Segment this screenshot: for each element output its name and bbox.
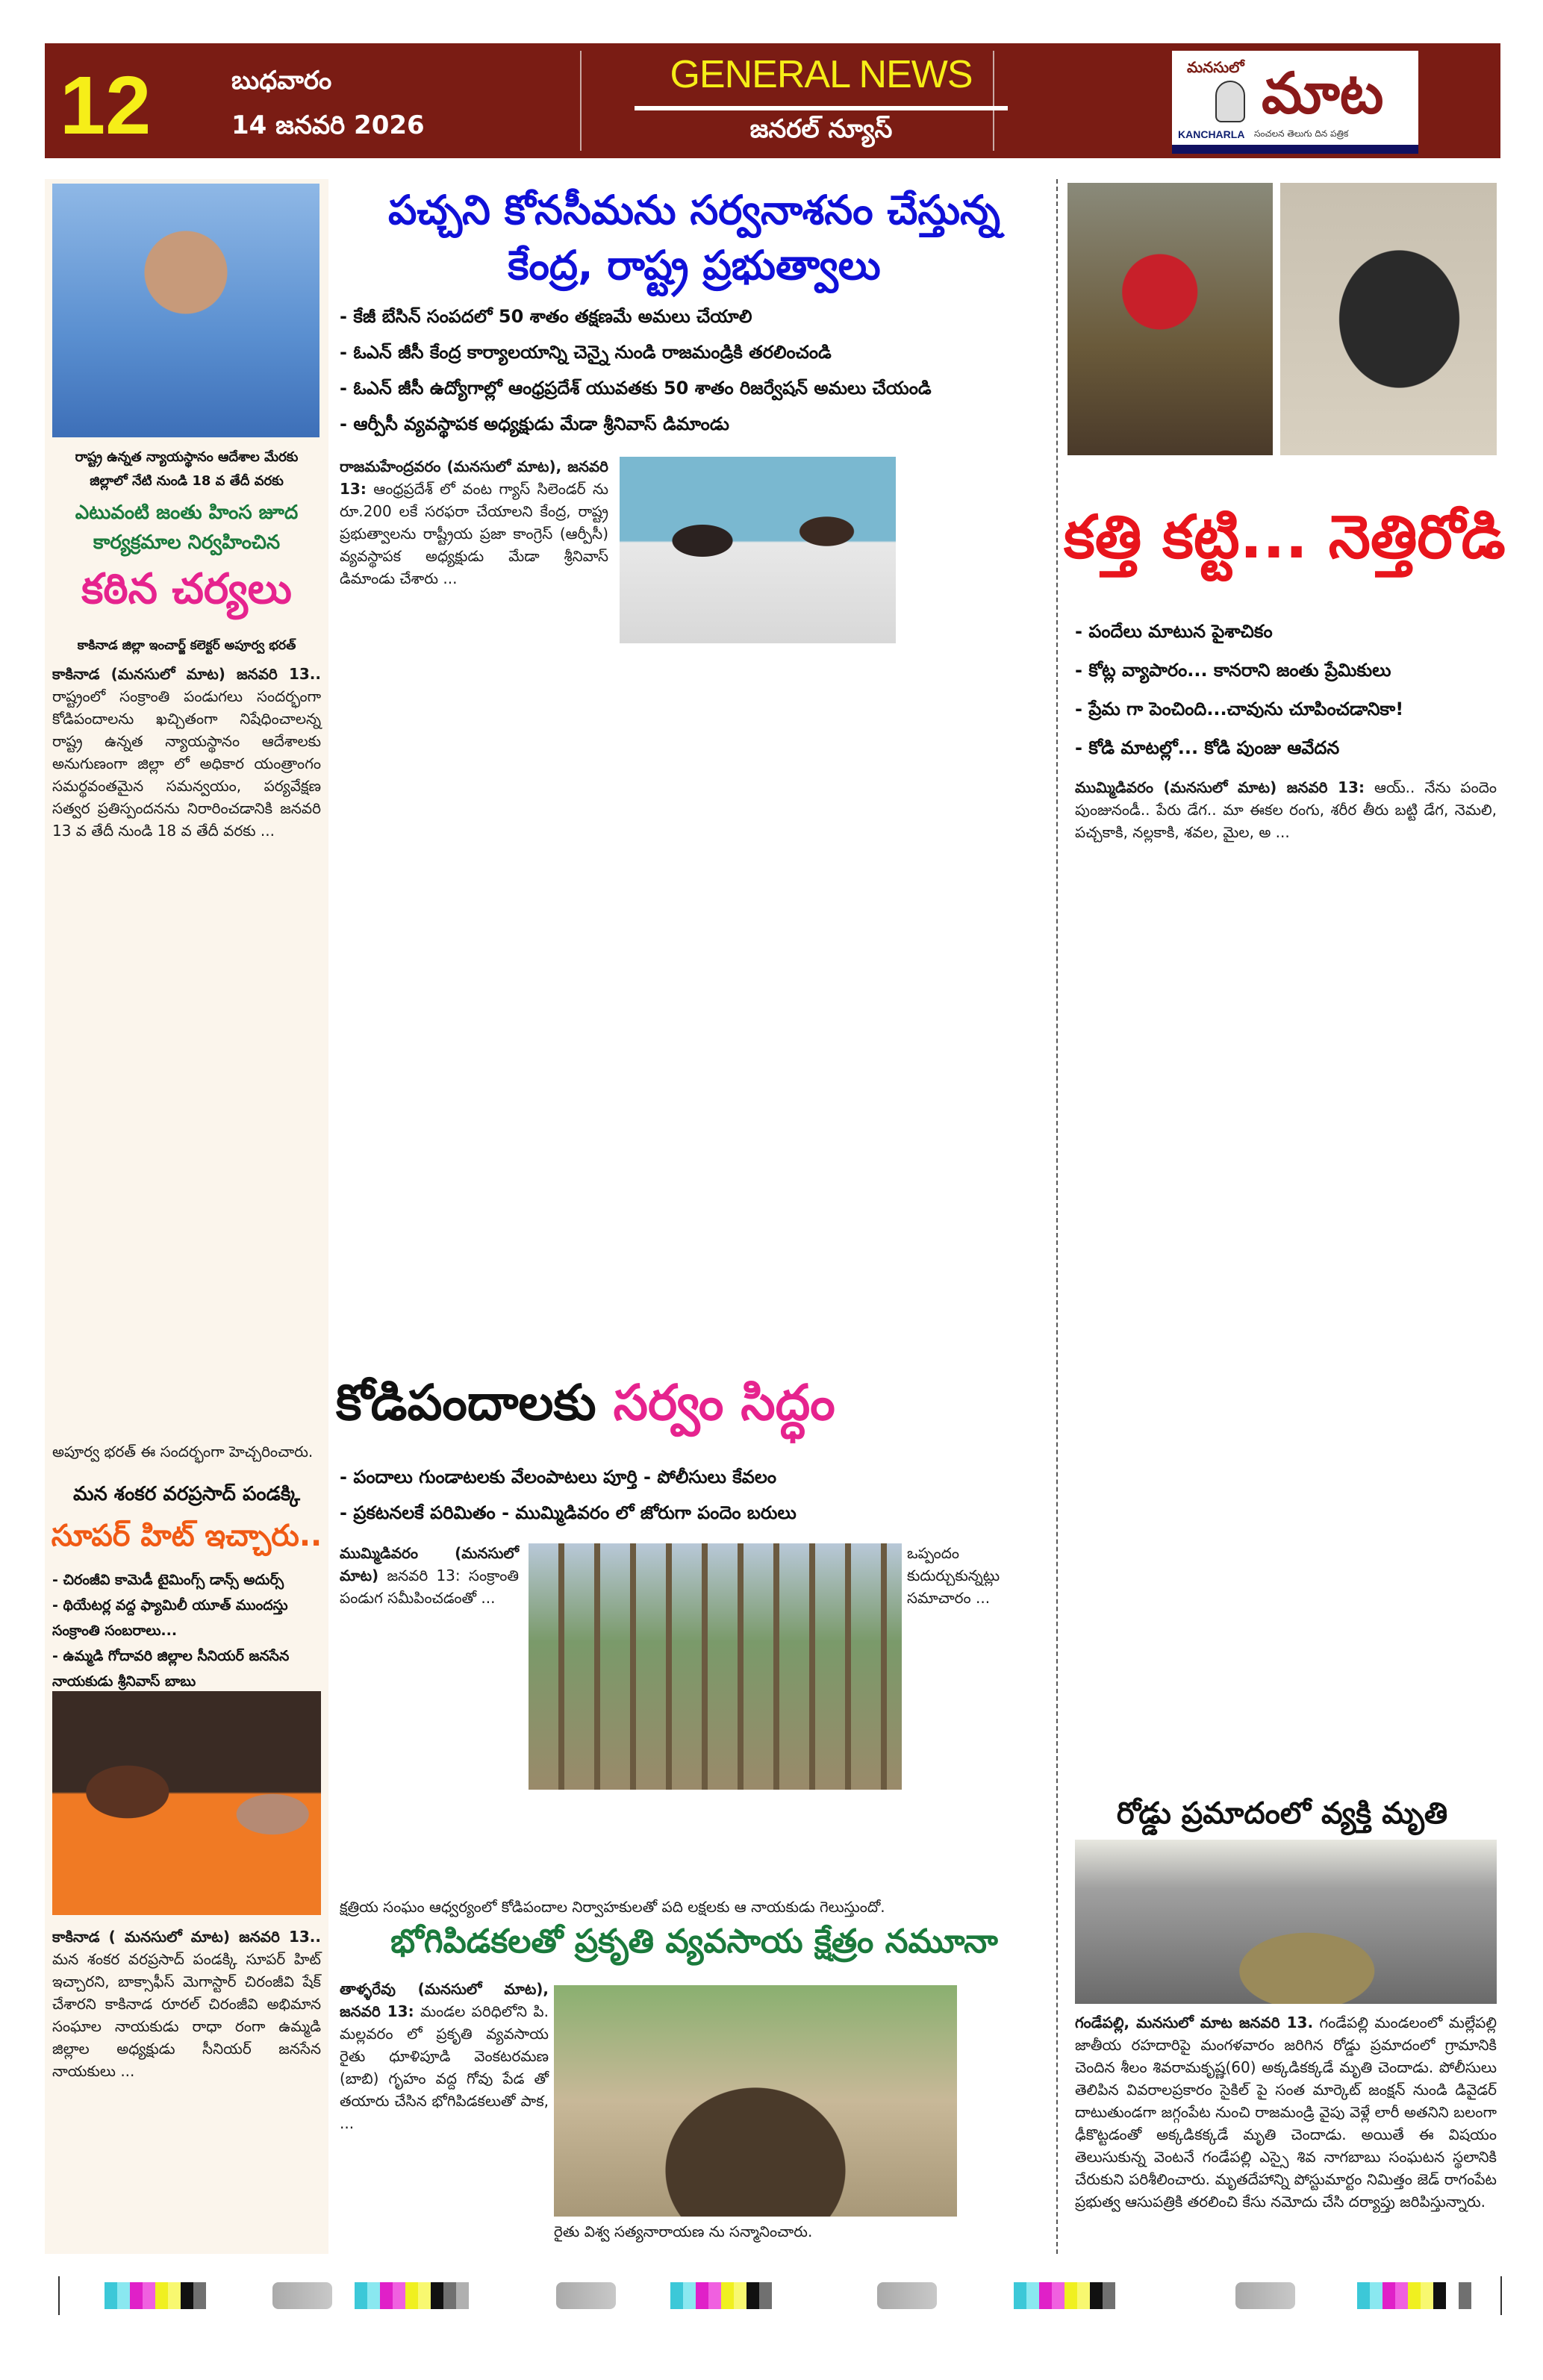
kicker: మన శంకర వరప్రసాద్ పండక్కి [73,1483,300,1505]
section-rule [635,106,1008,110]
dateline: రాజమహేంద్రవరం (మనసులో మాట), జనవరి 13: [340,457,608,498]
headline: సూపర్ హిట్ ఇచ్చారు.. [51,1519,322,1553]
article-body [52,1925,321,2082]
rooster-head-photo [1067,183,1273,455]
color-bar [105,2282,206,2309]
dateline: ముమ్మిడివరం (మనసులో మాట) జనవరి 13: [1075,778,1365,796]
article-body [340,455,608,590]
divider [580,51,582,151]
body-text: మండల పరిధిలోని పి. మల్లవరం లో ప్రకృతి వ్యవసాయ రైతు ధూళిపూడి వెంకటరమణ (బాబి) గృహం వద్ద గోవు పేడ తో తయారు చేసిన భోగిపిడకలుతో పాక, ... [340,2002,549,2132]
grey-patch [1235,2282,1295,2309]
bullet: - పందేలు మాటున పైశాచికం [1075,621,1273,642]
color-bar [355,2282,469,2309]
body-text: గండేపల్లి మండలంలో మల్లేపల్లి జాతీయ రహదారిపై మంగళవారం జరిగిన రోడ్డు ప్రమాదంలో గ్రామానికి చెందిన శీలం శివరామకృష్ణ(60) అక్కడికక్కడే మృతి చెందాడు. పోలీసులు తెలిపిన వివరాలప్రకారం సైకిల్ పై సంత మార్కెట్ జంక్షన్ నుండి డివైడర్ దాటుతుండగా జగ్గంపేట నుంచి రాజమండ్రి వైపు వెళ్లే లారీ అతనిని బలంగా ఢీకొట్టడంతో అక్కడికక్కడే మృతి చెందాడు. అయితే ఈ విషయం తెలుసుకున్న వెంటనే గండేపల్లి ఎస్సై శివ నాగబాబు సంఘటన స్థలానికి చేరుకుని పరిశీలించారు. మృతదేహాన్ని పోస్టుమార్టం నిమిత్తం జెడ్ రాగంపేట ప్రభుత్వ ఆసుపత్రికి తరలించి కేసు నమోదు చేసి దర్యాప్తు జరిపిస్తున్నారు. [1075,2014,1497,2211]
article-closing: అపూర్వ భరత్ ఈ సందర్భంగా హెచ్చరించారు. [52,1443,314,1461]
left-column [45,179,328,2254]
bullet: - ఓఎన్ జీసీ కేంద్ర కార్యాలయాన్ని చెన్నై నుండి రాజమండ్రికి తరలించండి [340,342,832,363]
page-number: 12 [60,60,152,152]
headline-line: పచ్చని కోనసీమను సర్వనాశనం చేస్తున్న [388,187,1000,234]
logo-big-text: మాట [1262,60,1384,126]
bullet-list [1075,612,1500,767]
article-body [1075,776,1497,843]
bullet-list [52,1567,321,1694]
bullet-list [340,1459,1056,1531]
leaders-photo [52,1691,321,1915]
collector-photo [52,184,319,437]
dateline: గండేపల్లి, మనసులో మాట జనవరి 13. [1075,2014,1314,2031]
subheadline: కార్యక్రమాల నిర్వహించిన [93,531,281,554]
article-body [1075,2011,1497,2213]
article-body-right: ఒప్పందం కుదుర్చుకున్నట్లు సమాచారం ... [907,1544,1000,1607]
grey-patch [877,2282,937,2309]
subheadline: ఎటువంటి జంతు హింస జూద [75,502,299,524]
bullet: - ఉమ్మడి గోదావరి జిల్లాల సీనియర్ జనసేన నాయకుడు శ్రీనివాస్ బాబు [52,1648,290,1690]
byline-head: కాకినాడ జిల్లా ఇంచార్జ్ కలెక్టర్ అపూర్వ భరత్ [77,638,296,653]
kicker: రాష్ట్ర ఉన్నత న్యాయస్థానం ఆదేశాల మేరకు [75,449,299,465]
headline: భోగిపిడకలతో ప్రకృతి వ్యవసాయ క్షేత్రం నమూనా [390,1923,998,1961]
press-meet-photo [620,457,896,643]
body-text: ఆయ్.. నేను పందెం పుంజునండీ.. పేరు డేగ.. మా ఈకల రంగు, శరీర తీరు బట్టి డేగ, నెమలి, పచ్చకాకి, నల్లకాకి, శవల, మైల, అ ... [1075,778,1497,841]
headline-pink: సర్వం సిద్ధం [613,1374,835,1431]
headline: కఠిన చర్యలు [81,565,292,613]
color-bar [1357,2282,1471,2309]
lead-headline [328,183,1060,293]
article-body [340,1978,549,2134]
body-text: మన శంకర వరప్రసాద్ పండక్కి సూపర్ హిట్ ఇచ్చారని, బాక్సాఫీస్ మెగాస్టార్ చిరంజీవి షేక్ చేశారని కాకినాడ రూరల్ చిరంజీవి అభిమాన సంఘాల నాయకుడు రాధా రంగా ఉమ్మడి జిల్లాల అధ్యక్షుడు సీనియర్ జనసేన నాయకులు ... [52,1950,321,2080]
color-bar [670,2282,772,2309]
dateline: తాళ్ళరేవు (మనసులో మాట), జనవరి 13: [340,1980,549,2020]
headline: రోడ్డు ప్రమాదంలో వ్యక్తి మృతి [1116,1796,1448,1831]
body-text: జనవరి 13: సంక్రాంతి పండుగ సమీపించడంతో ... [340,1567,519,1607]
cockfight-arena-photo [529,1543,902,1790]
section-title-en: GENERAL NEWS [670,53,973,96]
article-closing: రైతు విశ్వ సత్యనారాయణ ను సన్మానించారు. [554,2223,813,2240]
headline-black: కోడిపందాలకు [336,1374,596,1431]
grey-patch [556,2282,616,2309]
dateline: కాకినాడ ( మనసులో మాట) జనవరి 13.. [52,1928,321,1946]
column-divider [1056,179,1058,2254]
bullet: - ఓఎన్ జీసీ ఉద్యోగాల్లో ఆంధ్రప్రదేశ్ యువతకు 50 శాతం రిజర్వేషన్ అమలు చేయండి [340,378,932,399]
weekday: బుధవారం [231,66,332,96]
bhogi-cakes-photo [554,1985,957,2217]
dateline: ముమ్మిడివరం (మనసులో మాట) [340,1544,519,1584]
article-body [340,1542,519,1609]
logo-portrait-icon [1215,81,1245,122]
bullet-list [340,299,1056,442]
rooster-photo [1280,183,1497,455]
masthead [45,43,1500,158]
bullet: - ప్రకటనలకే పరిమితం - ముమ్మిడివరం లో జోరుగా పందెం బరులు [340,1502,797,1523]
article-closing: క్షత్రియ సంఘం ఆధ్వర్యంలో కోడిపందాల నిర్వాహకులతో పది లక్షలకు ఆ నాయకుడు గెలుస్తుందో. [340,1898,885,1916]
logo-brand: KANCHARLA [1178,128,1245,140]
section-title-te: జనరల్ న్యూస్ [749,114,893,144]
headline: కత్తి కట్టి... నెత్తిరోడి [1064,502,1506,572]
headline [336,1358,1053,1448]
headline-line: కేంద్ర, రాష్ట్ర ప్రభుత్వాలు [508,242,881,289]
bullet: - ఆర్పీసీ వ్యవస్థాపక అధ్యక్షుడు మేడా శ్రీనివాస్ డిమాండు [340,413,729,434]
logo-tagline: సంచలన తెలుగు దిన పత్రిక [1254,128,1349,139]
bullet: - కోడి మాటల్లో... కోడి పుంజు ఆవేదన [1075,737,1340,758]
accident-photo [1075,1840,1497,2004]
bullet: - పందాలు గుండాటలకు వేలంపాటలు పూర్తి - పోలీసులు కేవలం [340,1467,777,1487]
registration-mark-icon [1500,2276,1502,2315]
color-bar [1014,2282,1115,2309]
body-text: ఆంధ్రప్రదేశ్ లో వంట గ్యాస్ సిలెండర్ ను రూ.200 లకే సరఫరా చేయాలని కేంద్ర, రాష్ట్ర ప్రభుత్వాలను రాష్ట్రీయ ప్రజా కాంగ్రెస్ (ఆర్పీసీ) వ్యవస్థాపక అధ్యక్షుడు మేడా శ్రీనివాస్ డిమాండు చేశారు ... [340,480,608,587]
bullet: - ప్రేమ గా పెంచింది...చావును చూపించడానికా! [1075,699,1404,719]
issue-date: 14 జనవరి 2026 [231,110,425,140]
bullet: - కోట్ల వ్యాపారం... కానరాని జంతు ప్రేమికులు [1075,660,1391,681]
grey-patch [272,2282,332,2309]
kicker: జిల్లాలో నేటి నుండి 18 వ తేదీ వరకు [90,473,284,489]
body-text: రాష్ట్రంలో సంక్రాంతి పండుగలు సందర్భంగా కోడిపందాలను ఖచ్చితంగా నిషేధించాలన్న రాష్ట్ర ఉన్నత న్యాయస్థానం ఆదేశాలకు అనుగుణంగా జిల్లా లో అధికార యంత్రాంగం సమర్థవంతమైన సమన్వయం, పర్యవేక్షణ సత్వర ప్రతిస్పందనను నిరారించడానికి జనవరి 13 వ తేదీ నుండి 18 వ తేదీ వరకు ... [52,687,321,840]
registration-mark-icon [58,2276,60,2315]
logo-small-text: మనసులో [1187,58,1244,76]
bullet: - కేజీ బేసిన్ సంపదలో 50 శాతం తక్షణమే అమలు చేయాలి [340,306,752,327]
bullet: - థియేటర్ల వద్ద ఫ్యామిలీ యూత్ ముందస్తు సంక్రాంతి సంబరాలు... [52,1597,288,1639]
bullet: - చిరంజీవి కామెడీ టైమింగ్స్ డాన్స్ అదుర్స్ [52,1572,284,1588]
newspaper-logo [1172,51,1418,154]
article-body [52,663,321,842]
dateline: కాకినాడ (మనసులో మాట) జనవరి 13.. [52,665,321,683]
